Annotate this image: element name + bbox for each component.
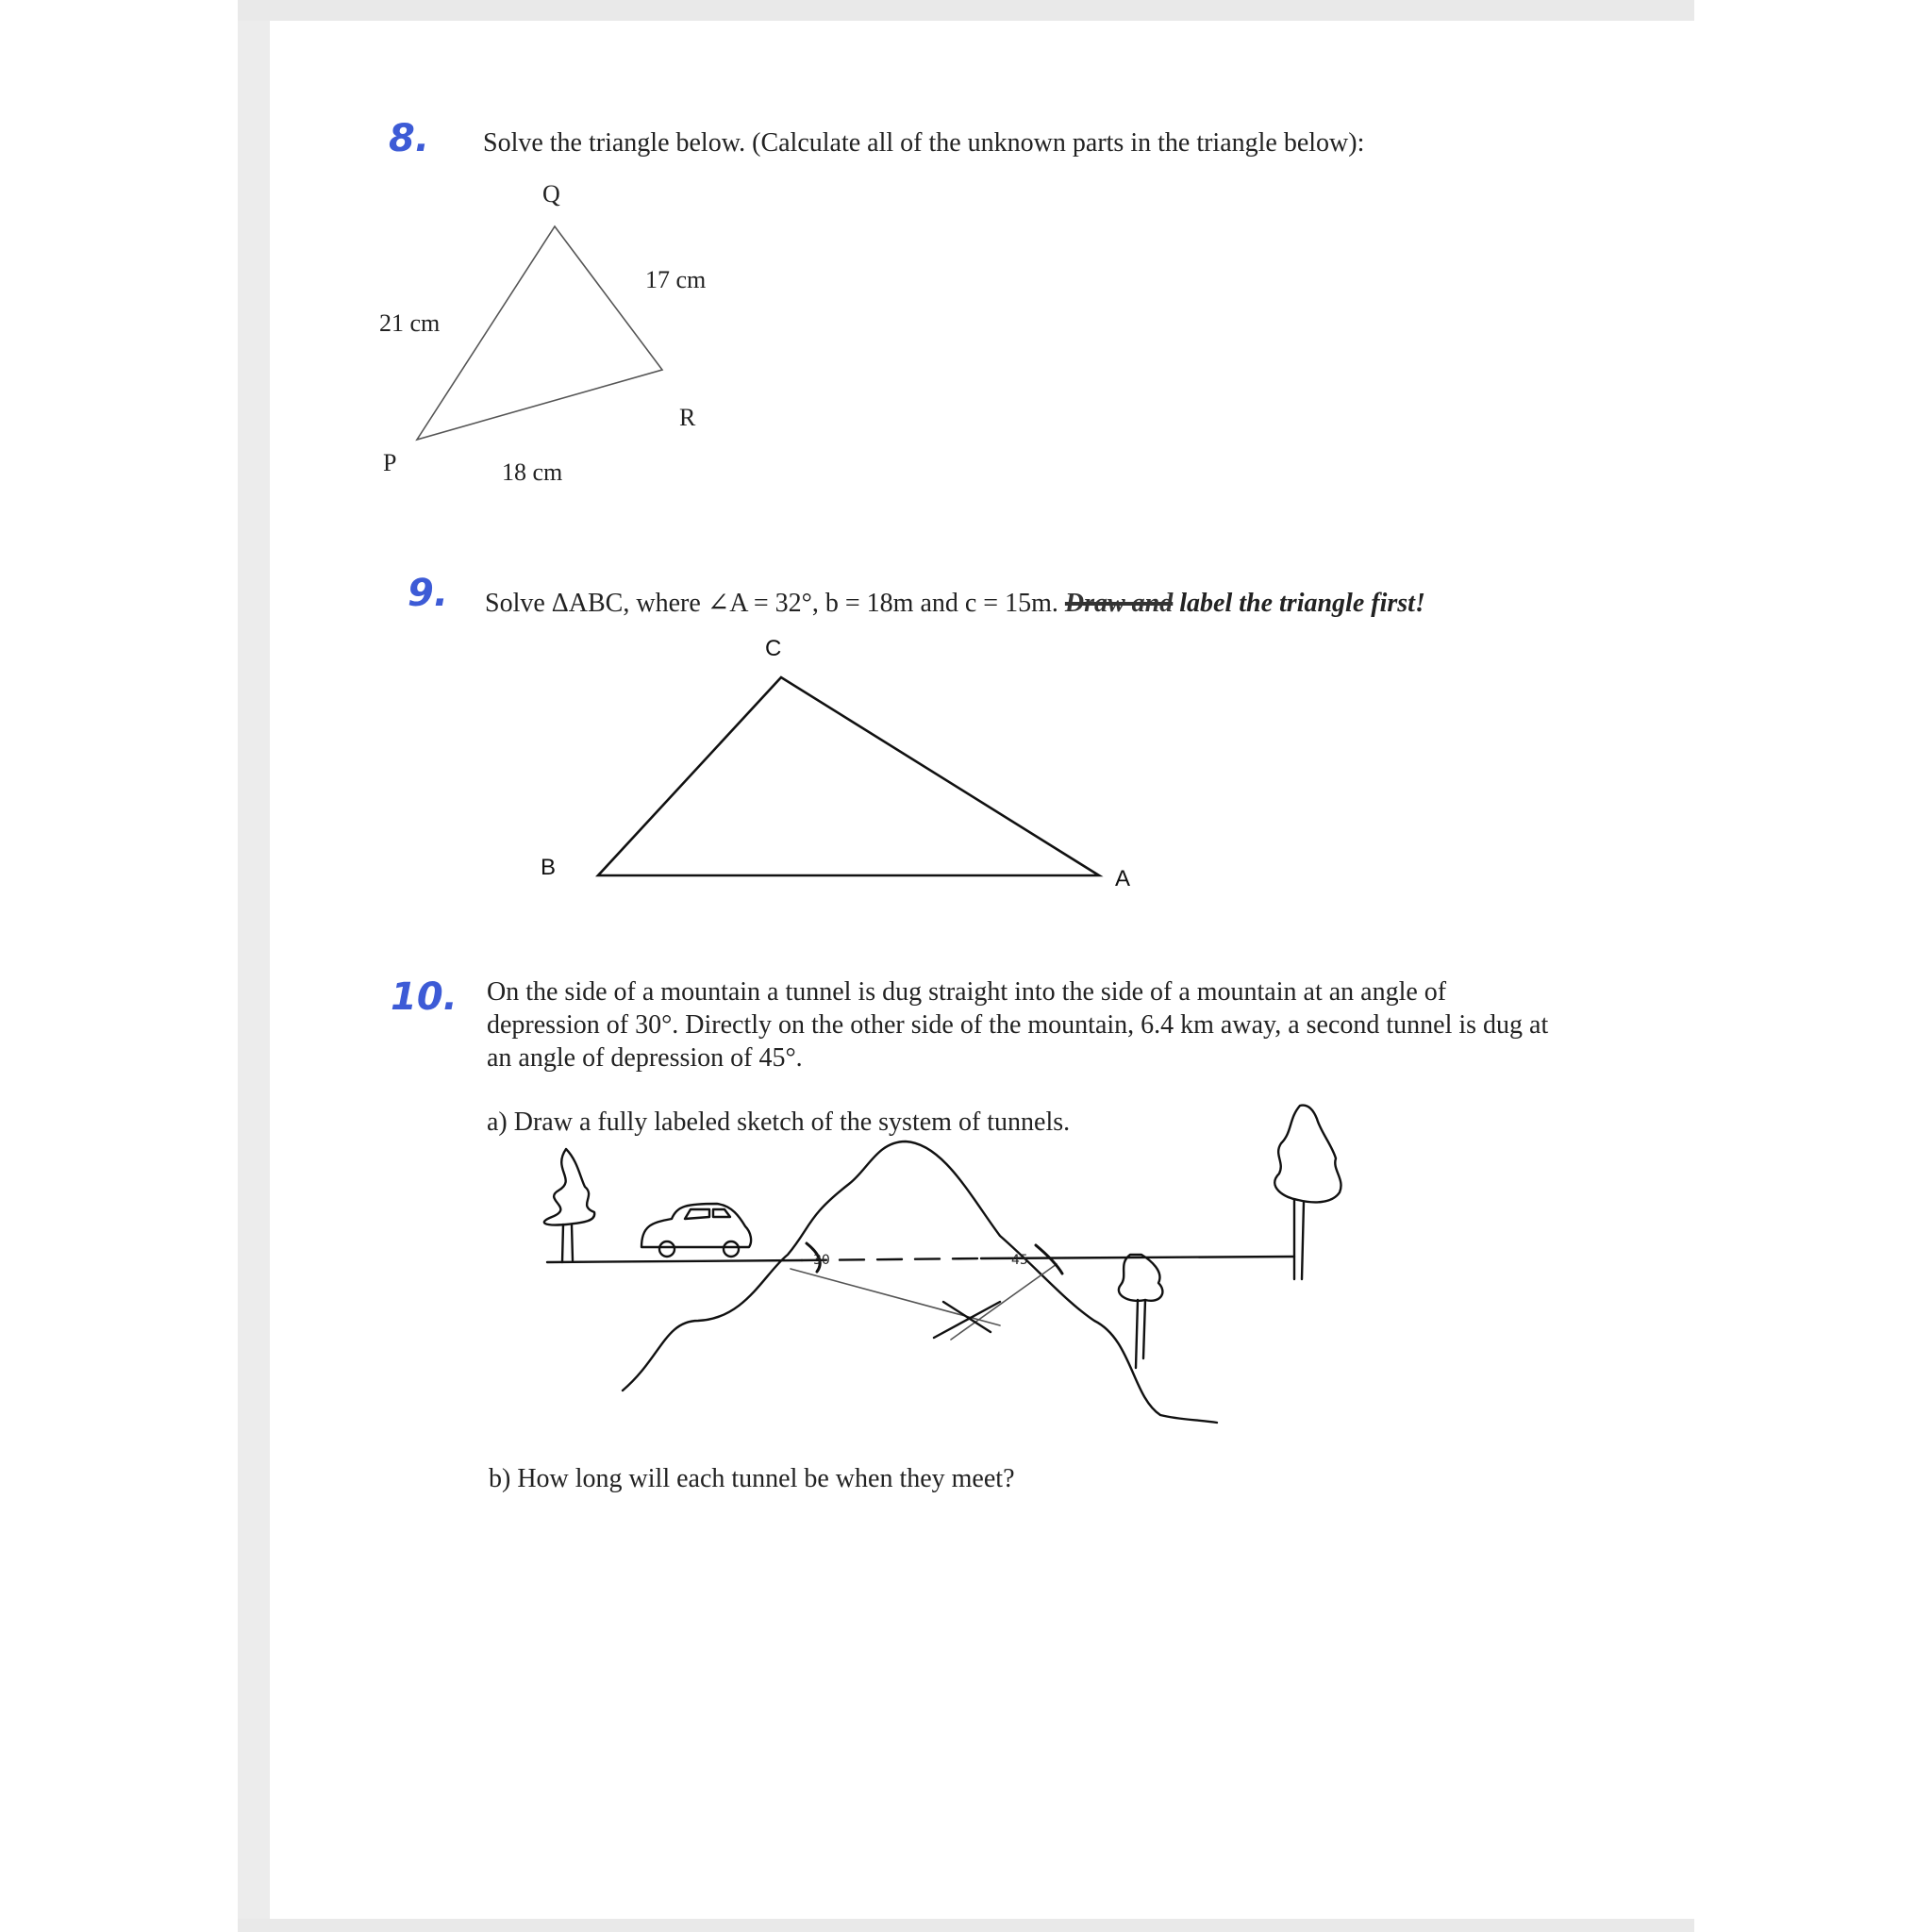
q8-vertex-r: R (679, 404, 696, 431)
sketch-tree-middle-trunk (1136, 1300, 1145, 1368)
sketch-tree-left-trunk (562, 1224, 573, 1262)
sketch-car-wheel-back (724, 1241, 739, 1257)
q9-vertex-a: A (1115, 866, 1131, 891)
q9-vertex-c: C (765, 636, 782, 661)
q8-side-qr: 17 cm (645, 266, 707, 293)
sketch-mountain (623, 1141, 1217, 1423)
sketch-tree-right (1274, 1106, 1341, 1203)
q8-prompt: Solve the triangle below. (Calculate all of the unknown parts in the triangle below): (483, 128, 1365, 158)
sketch-tree-middle (1119, 1255, 1163, 1301)
sketch-meeting-point (934, 1302, 1000, 1338)
q9-prompt-prefix: Solve ΔABC, where ∠A = 32°, b = 18m and c = 15m. (485, 589, 1058, 618)
sketch-car-wheel-front (659, 1241, 675, 1257)
q9-prompt-suffix: label the triangle first! (1179, 589, 1425, 618)
q8-vertex-p: P (383, 449, 397, 476)
sketch-tunnel-right (951, 1264, 1057, 1340)
q10-number: 10. (391, 975, 458, 1019)
q9-number: 9. (408, 572, 449, 615)
sketch-tree-right-trunk (1294, 1200, 1304, 1279)
q8-side-pq: 21 cm (379, 309, 441, 337)
q10-part-a: a) Draw a fully labeled sketch of the system of tunnels. (487, 1108, 1071, 1137)
sketch-tree-left (544, 1149, 594, 1225)
sketch-angle-label-left: 30 (813, 1253, 830, 1268)
sketch-angle-label-right: 45 (1011, 1253, 1028, 1268)
q10-part-b: b) How long will each tunnel be when they meet? (489, 1464, 1015, 1493)
q8-side-pr: 18 cm (502, 458, 563, 486)
sketch-ground-left (547, 1260, 802, 1262)
q9-crossed-out-text: Draw and (1064, 589, 1174, 618)
q9-vertex-b: B (541, 855, 557, 880)
q8-vertex-q: Q (542, 180, 560, 208)
sketch-car-windows (685, 1209, 730, 1219)
q8-number: 8. (389, 117, 430, 160)
q10-paragraph: On the side of a mountain a tunnel is dug straight into the side of a mountain at an angle of depression of 30°. Directly on the other side of the mountain, 6.4 km away, a second tunnel is dug at an angle of depression of 45°. (487, 977, 1549, 1073)
